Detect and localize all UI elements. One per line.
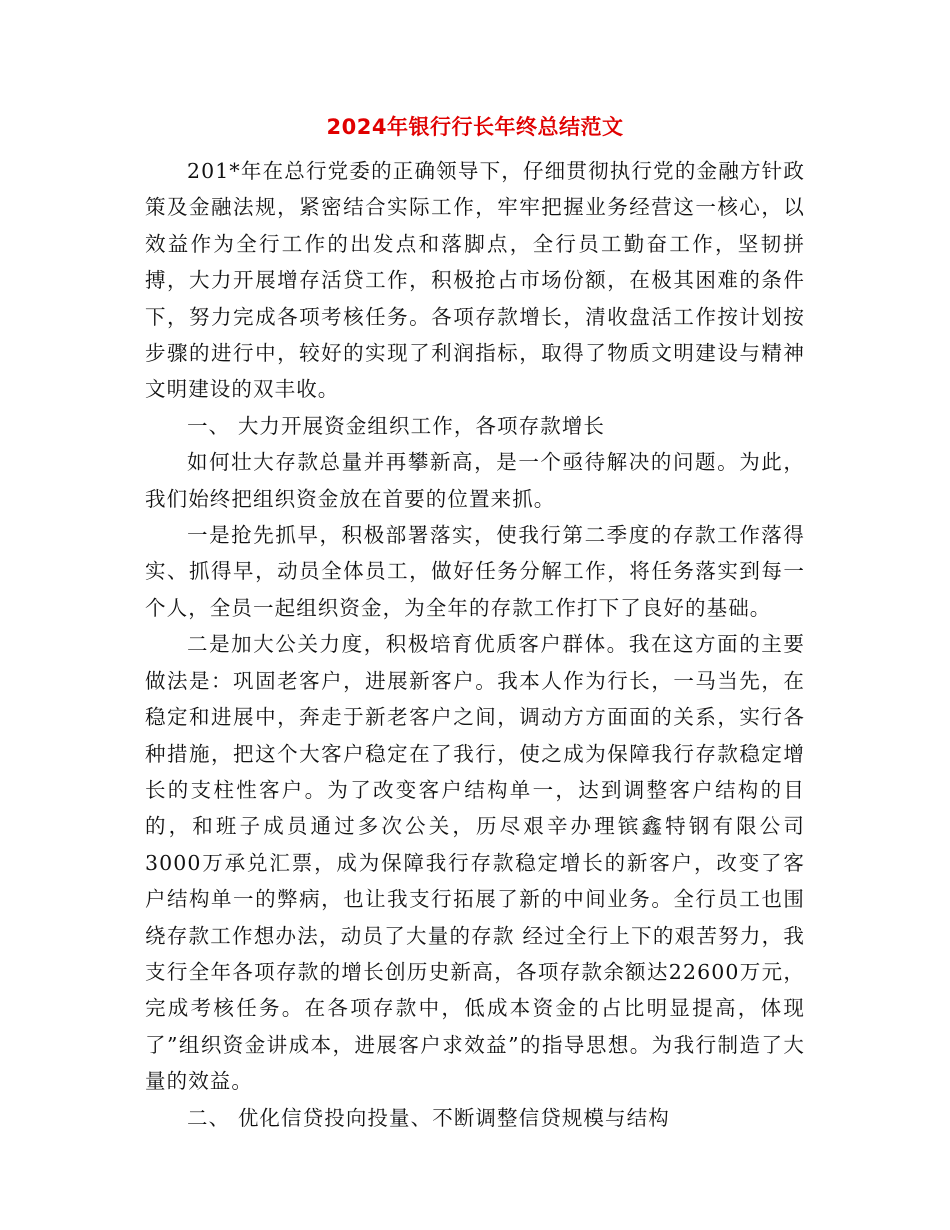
- document-title: 2024年银行行长年终总结范文: [326, 115, 624, 139]
- paragraph-intro: 201*年在总行党委的正确领导下，仔细贯彻执行党的金融方针政策及金融法规，紧密结合实际工作，牢牢把握业务经营这一核心，以效益作为全行工作的出发点和落脚点，全行员工勤奋工作，坚韧拼搏，大力开展增存活贷工作，积极抢占市场份额，在极其困难的条件下，努力完成各项考核任务。各项存款增长，清收盘活工作按计划按步骤的进行中，较好的实现了利润指标，取得了物质文明建设与精神文明建设的双丰收。: [145, 159, 805, 402]
- section-heading-2: 二、 优化信贷投向投量、不断调整信贷规模与结构: [187, 1105, 670, 1130]
- document-body: [145, 153, 805, 1136]
- paragraph-point-two: 二是加大公关力度，积极培育优质客户群体。我在这方面的主要做法是：巩固老客户，进展新客户。我本人作为行长，一马当先，在稳定和进展中，奔走于新老客户之间，调动方方面面的关系，实行各种措施，把这个大客户稳定在了我行，使之成为保障我行存款稳定增长的支柱性客户。为了改变客户结构单一，达到调整客户结构的目的，和班子成员通过多次公关，历尽艰辛办理镔鑫特钢有限公司3000万承兑汇票，成为保障我行存款稳定增长的新客户，改变了客户结构单一的弊病，也让我支行拓展了新的中间业务。全行员工也围绕存款工作想办法，动员了大量的存款 经过全行上下的艰苦努力，我支行全年各项存款的增长创历史新高，各项存款余额达22600万元，完成考核任务。在各项存款中，低成本资金的占比明显提高，体现了”组织资金讲成本，进展客户求效益”的指导思想。为我行制造了大量的效益。: [145, 632, 805, 1094]
- paragraph-deposit-growth: 如何壮大存款总量并再攀新高，是一个亟待解决的问题。为此，我们始终把组织资金放在首要的位置来抓。: [145, 450, 805, 511]
- section-heading-1: 一、 大力开展资金组织工作，各项存款增长: [187, 413, 606, 438]
- paragraph-point-one: 一是抢先抓早，积极部署落实，使我行第二季度的存款工作落得实、抓得早，动员全体员工，做好任务分解工作，将任务落实到每一个人，全员一起组织资金，为全年的存款工作打下了良好的基础。: [145, 523, 805, 620]
